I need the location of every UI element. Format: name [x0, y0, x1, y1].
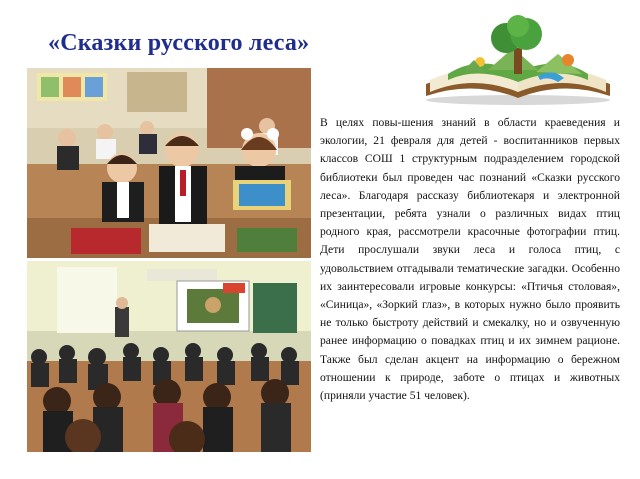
children-at-desks-photo	[27, 68, 311, 258]
page-title: «Сказки русского леса»	[48, 30, 310, 56]
classroom-presentation-photo	[27, 261, 311, 452]
article-body	[320, 114, 620, 405]
article-paragraph: В целях повы-шения знаний в области краеведения и экологии, 21 февраля для детей - воспитанников первых классов СОШ 1 структурным подразделением городской библиотеки был проведен час познаний «Сказки русского леса». Благодаря рассказу библиотекаря и электронной презентации, ребята узнали о различных видах птиц родного края, рассмотрели красочные фотографии птиц. Дети прослушали звуки леса и голоса птиц, с удовольствием отгадывали тематические загадки. Особенно их заинтересовали игровые конкурсы: «Птичья столовая», «Синица», «Зоркий глаз», в которых нужно было проявить не только быстроту действий и смекалку, но и озвученную ранее информацию о повадках птиц и их зимнем рационе. Также был сделан акцент на информацию о бережном отношении к природе, заботе о птицах и животных (приняли участие 51 человек).	[320, 116, 620, 403]
open-book-icon	[418, 14, 618, 106]
